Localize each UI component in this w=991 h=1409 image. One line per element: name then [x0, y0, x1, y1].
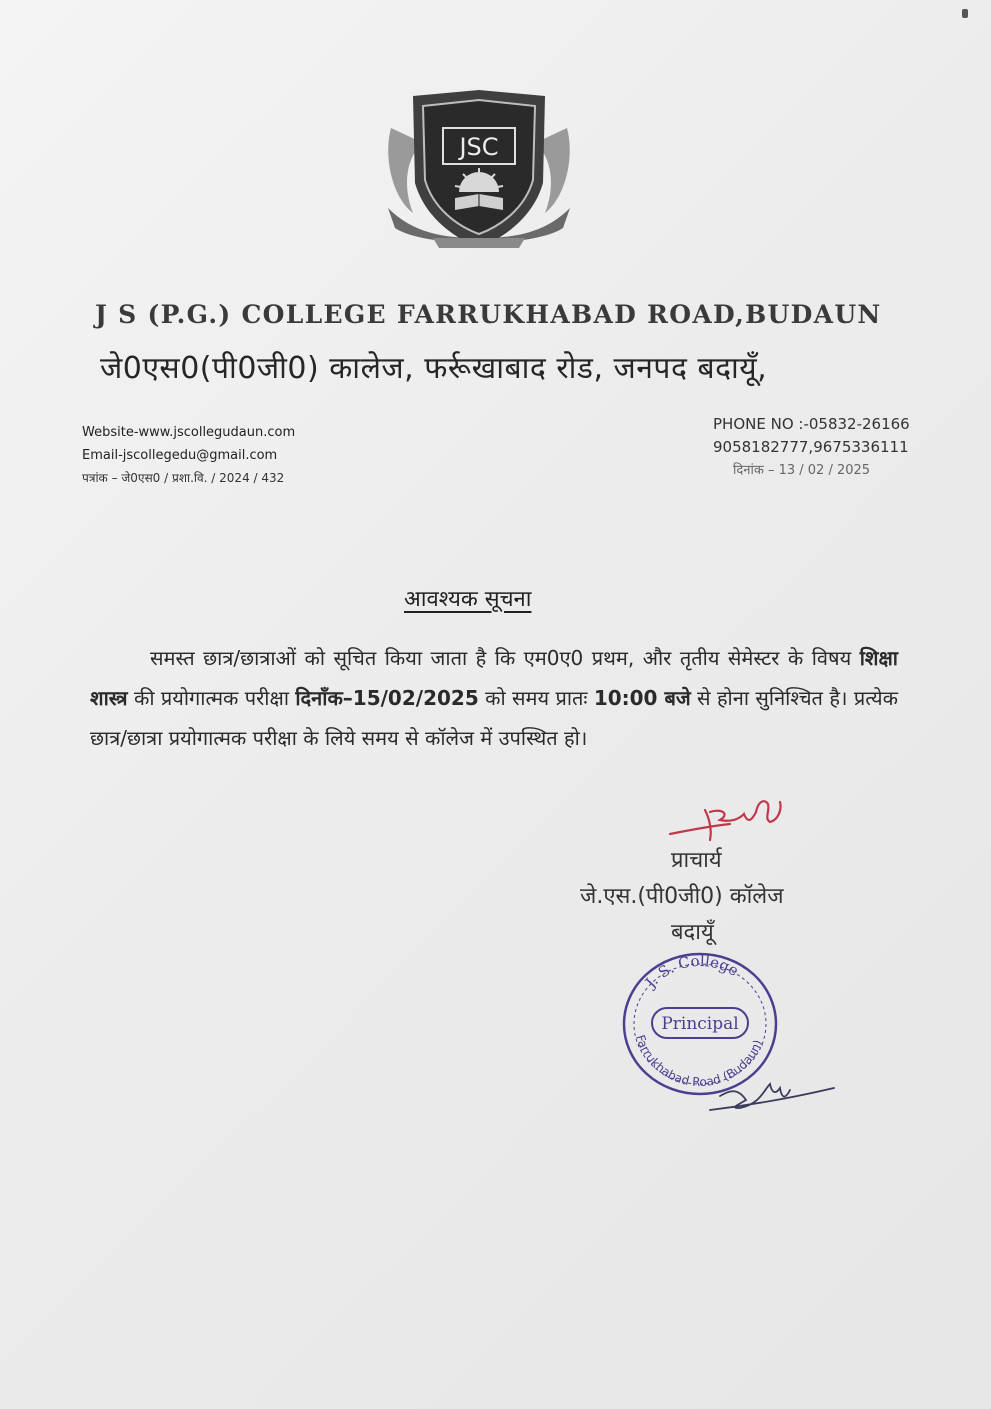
phone-line-1: PHONE NO :-05832-26166 — [713, 415, 910, 433]
stamp-center-text: Principal — [661, 1014, 739, 1034]
notice-subject: शिक्षा शास्त्र — [90, 646, 898, 710]
notice-exam-time: 10:00 बजे — [593, 686, 691, 710]
notice-text-part-1: समस्त छात्र/छात्राओं को सूचित किया जाता है कि एम0ए0 प्रथम, और तृतीय सेमेस्टर के विषय — [150, 646, 860, 670]
contact-right-block — [713, 413, 910, 482]
college-crest-logo — [383, 88, 575, 258]
stamp-bottom-text: Farrukhabad Road (Budaun) — [633, 1033, 766, 1090]
email-text: Email-jscollegedu@gmail.com — [82, 448, 278, 463]
college-name-english: J S (P.G.) COLLEGE FARRUKHABAD ROAD,BUDAUN — [95, 300, 882, 329]
logo-text: JSC — [459, 133, 499, 161]
notice-text-part-2: की प्रयोगात्मक परीक्षा — [127, 686, 296, 710]
principal-college: जे.एस.(पी0जी0) कॉलेज — [580, 884, 784, 909]
college-name-hindi: जे0एस0(पी0जी0) कालेज, फर्रूखाबाद रोड, जनपद बदायूँ, — [100, 351, 768, 386]
contact-left-block — [82, 421, 295, 490]
principal-city: बदायूँ — [671, 920, 714, 945]
letter-date: दिनांक – 13 / 02 / 2025 — [733, 463, 871, 478]
stamp-signature — [700, 1060, 840, 1120]
notice-text-part-3: को समय प्रातः — [478, 686, 594, 710]
principal-signature — [660, 790, 800, 850]
corner-mark — [962, 9, 968, 18]
principal-title: प्राचार्य — [671, 848, 722, 873]
signature-block — [560, 790, 870, 1130]
stamp-top-text: J. S. College — [641, 951, 742, 992]
phone-line-2: 9058182777,9675336111 — [713, 438, 909, 456]
notice-exam-date: दिनाँक–15/02/2025 — [295, 686, 479, 710]
reference-number: पत्रांक – जे0एस0 / प्रशा.वि. / 2024 / 432 — [82, 471, 285, 485]
notice-text-part-4: से होना सुनिश्चित है। प्रत्येक छात्र/छात्रा प्रयोगात्मक परीक्षा के लिये समय से कॉलेज में उपस्थित हो। — [90, 686, 899, 750]
notice-body — [90, 638, 898, 758]
website-text: Website-www.jscollegudaun.com — [82, 425, 296, 440]
notice-title: आवश्यक सूचना — [404, 587, 532, 612]
